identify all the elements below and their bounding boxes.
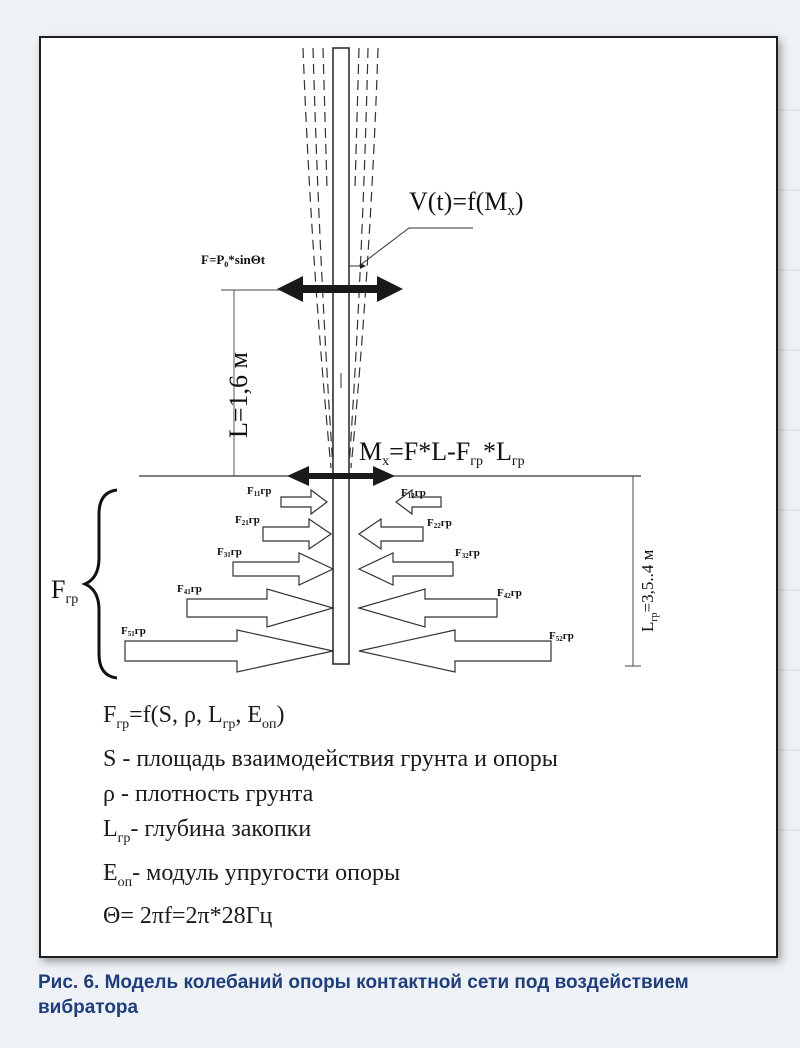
- soil-force-label-left: F11гр: [247, 485, 272, 498]
- soil-force-label-right: F52гр: [549, 630, 574, 643]
- legend-density: ρ - плотность грунта: [103, 780, 314, 807]
- legend: [103, 698, 763, 934]
- soil-force-label-right: F32гр: [455, 547, 480, 560]
- arrow-f11: [281, 490, 327, 514]
- soil-force-label-left: F41гр: [177, 583, 202, 596]
- length-label: L=1,6 м: [224, 352, 253, 438]
- brace-icon: [85, 490, 117, 678]
- moment-label: Mx=F*L-Fгр*Lгр: [359, 437, 525, 469]
- arrow-f42: [359, 589, 497, 627]
- velocity-leader-line: [359, 228, 473, 266]
- arrow-f52: [359, 630, 551, 672]
- soil-force-label-right: F12гр: [401, 487, 426, 500]
- arrow-f51: [125, 630, 333, 672]
- arrow-f32: [359, 553, 453, 585]
- velocity-function-label: V(t)=f(Mx): [409, 187, 524, 219]
- soil-force-label-right: F42гр: [497, 587, 522, 600]
- soil-force-label: Fгр: [51, 575, 79, 607]
- arrow-f22: [359, 519, 423, 549]
- arrow-f21: [263, 519, 331, 549]
- legend-depth: $L_{гр}-$ глубина закопки: [103, 815, 312, 846]
- arrow-f41: [187, 589, 333, 627]
- figure-caption: Рис. 6. Модель колебаний опоры контактной сети под воздействием вибратора: [38, 972, 689, 1018]
- figure-frame: [39, 36, 778, 958]
- legend-soil-function: $F_{гр}=f(S$, ρ, $L_{гр}$, $E_{оп}$): [103, 702, 285, 732]
- legend-area: S - площадь взаимодействия грунта и опоры: [103, 745, 558, 772]
- soil-force-label-right: F22гр: [427, 517, 452, 530]
- legend-elasticity: $E_{оп}-$ модуль упругости опоры: [103, 859, 401, 890]
- soil-force-label-left: F31гр: [217, 546, 242, 559]
- pole: [333, 48, 349, 664]
- legend-frequency: Θ= 2πf=2π*28Гц: [103, 903, 273, 930]
- soil-force-label-left: F21гр: [235, 514, 260, 527]
- depth-label: $L_{гр}=3,5..4$ м: [638, 549, 660, 632]
- arrow-f31: [233, 553, 333, 585]
- soil-force-label-left: F51гр: [121, 625, 146, 638]
- force-label: $F=P_0*\sin\Theta t$: [201, 252, 266, 269]
